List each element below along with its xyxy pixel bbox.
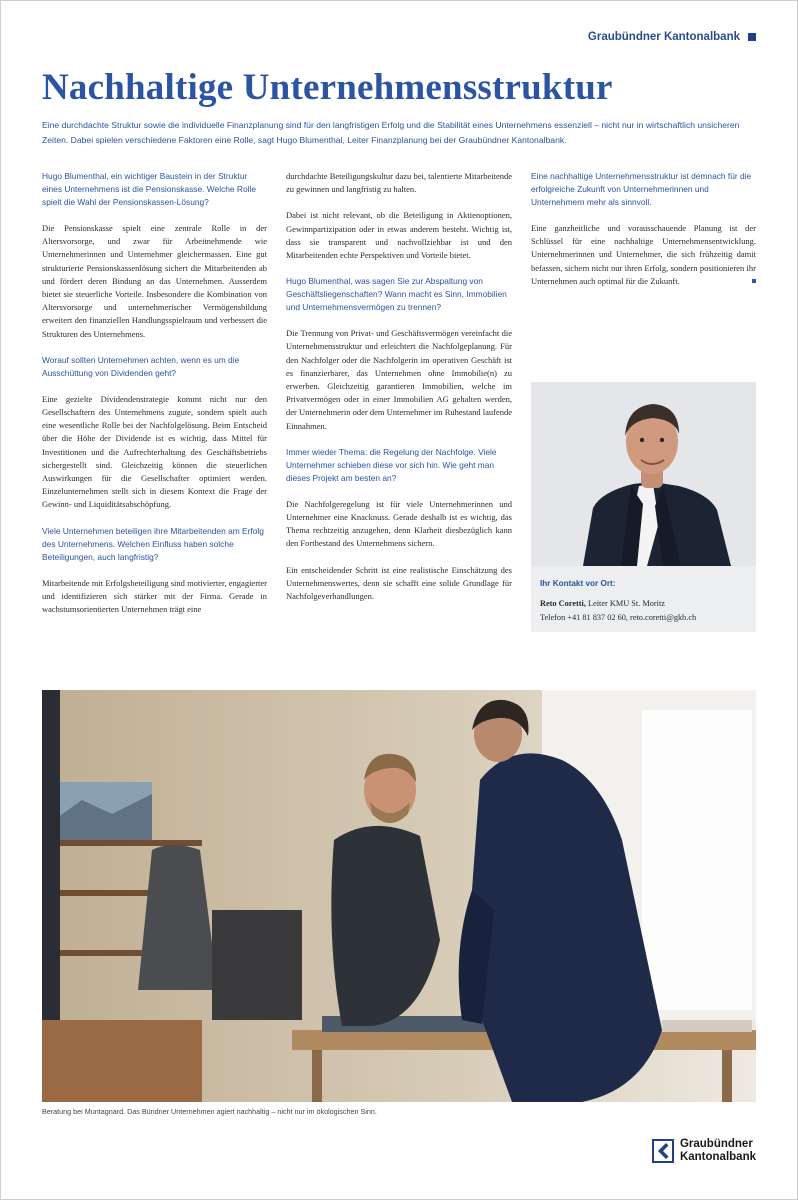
article-title: Nachhaltige Unternehmensstruktur <box>42 67 613 108</box>
contact-portrait-photo <box>531 382 756 566</box>
column-1 <box>42 170 267 629</box>
header-brand <box>588 31 756 43</box>
answer-3-continued: durchdachte Beteiligungskultur dazu bei, talentierte Mitarbeitende zu gewinnen und langfristig zu halten. <box>286 171 512 195</box>
answer-3-paragraph-2: Dabei ist nicht relevant, ob die Beteiligung in Aktienoptionen, Gewinnpartizipation oder in etwas anderem besteht. Wichtig ist, dass sie transparent und nachvollziehbar ist und den Mitarbeitenden echte Perspektiven und Vorteile bietet. <box>286 210 512 261</box>
answer-4: Die Trennung von Privat- und Geschäftsvermögen vereinfacht die Unternehmensstruktur und erleichtert die Nachfolgeplanung. Für den Nachfolger oder die Nachfolgerin im operativen Geschäft ist es finanzierbarer, das Unternehmen ohne Immobilie(n) zu erwerben. Gleichzeitig garantieren Immobilien, welche im Privatvermögen oder in einer Immobilien AG gehalten werden, der Unternehmerin oder dem Unternehmer im Ruhestand laufende Einnahmen. <box>286 328 512 431</box>
contact-title: Ihr Kontakt vor Ort: <box>540 579 616 588</box>
answer-6-text: Eine ganzheitliche und vorausschauende Planung ist der Schlüssel für eine nachhaltige Unternehmensentwicklung. Unternehmerinnen und Unternehmer, die sich frühzeitig damit befassen, sichern nicht nur ihren Erfolg, sondern positionieren ihr Unternehmen auch optimal für die Zukunft. <box>531 223 756 286</box>
answer-5-paragraph-2: Ein entscheidender Schritt ist eine realistische Einschätzung des Unternehmenswertes, denn sie schafft eine solide Grundlage für Nachfolgeverhandlungen. <box>286 564 512 602</box>
brand-square-icon <box>748 33 756 41</box>
header-brand-label: Graubündner Kantonalbank <box>587 31 740 43</box>
contact-phone-email: Telefon +41 81 837 02 60, reto.coretti@gkb.ch <box>540 613 697 622</box>
logo-line-2: Kantonalbank <box>679 1150 756 1163</box>
footer-logo-text <box>680 1138 756 1163</box>
answer-6 <box>531 222 756 288</box>
answer-3: Mitarbeitende mit Erfolgsbeteiligung sind motivierter, engagierter und identifizieren sich stärker mit der Firma. Gerade in wachstumsorientierten Unternehmen trägt eine <box>42 577 267 615</box>
column-2 <box>286 170 512 616</box>
article-lead: Eine durchdachte Struktur sowie die individuelle Finanzplanung sind für den langfristigen Erfolg und die Stabilität eines Unternehmens essenziell – nicht nur in wirtschaftlich unsicheren Zeiten. Dabei spielen verschiedene Faktoren eine Rolle, sagt Hugo Blumenthal, Leiter Finanzplanung bei der Graubündner Kantonalbank. <box>42 120 740 145</box>
question-5: Immer wieder Thema: die Regelung der Nachfolge. Viele Unternehmer schieben diese vor sich hin. Wie geht man dieses Projekt am besten an? <box>286 446 497 483</box>
contact-name: Reto Coretti, <box>540 599 586 608</box>
logo-line-1: Graubündner <box>679 1138 753 1150</box>
consultation-photo <box>42 690 756 1102</box>
contact-role: Leiter KMU St. Moritz <box>585 599 665 608</box>
photo-caption: Beratung bei Muntagnard. Das Bündner Unternehmen agiert nachhaltig – nicht nur im ökologischen Sinn. <box>42 1107 377 1116</box>
gkb-logo-icon <box>652 1139 674 1163</box>
question-2: Worauf sollten Unternehmen achten, wenn es um die Ausschüttung von Dividenden geht? <box>42 354 240 378</box>
contact-box <box>531 566 756 632</box>
portrait-illustration <box>531 382 756 566</box>
article-end-square-icon <box>752 279 756 283</box>
consultation-illustration <box>42 690 756 1102</box>
question-1: Hugo Blumenthal, ein wichtiger Baustein in der Struktur eines Unternehmens ist die Pensionskasse. Welche Rolle spielt die Wahl der Pensionskassen-Lösung? <box>42 171 256 207</box>
column-3 <box>531 170 756 301</box>
answer-5: Die Nachfolgeregelung ist für viele Unternehmerinnen und Unternehmer eine Knacknuss. Gerade deshalb ist es wichtig, das Thema rechtzeitig anzugehen, denn Klarheit diesbezüglich kann den Fortbestand des Unternehmens sichern. <box>286 498 512 549</box>
question-6: Eine nachhaltige Unternehmensstruktur ist demnach für die erfolgreiche Zukunft von Unternehmerinnen und Unternehmern mehr als sinnvoll. <box>531 171 752 207</box>
question-4: Hugo Blumenthal, was sagen Sie zur Abspaltung von Geschäftsliegenschaften? Wann macht es Sinn, Immobilien und Unternehmensvermögen zu trennen? <box>286 276 507 313</box>
footer-logo <box>652 1138 756 1163</box>
answer-2: Eine gezielte Dividendenstrategie kommt nicht nur den Gesellschaftern des Unternehmens zugute, sondern spielt auch eine wesentliche Rolle bei der Nachfolgelösung. Beim Entscheid über die Höhe der Dividende ist es wichtig, dass Mittel für Investitionen und die Aufrechterhaltung des Geschäftsbetriebs sichergestellt sind. Gleichzeitig können die steuerlichen Auswirkungen für die Gesellschafter optimiert werden. Einzelunternehmen stellt sich in diesem Kontext die Frage der Gewinn- und Liquiditätsabschöpfung. <box>42 393 267 510</box>
answer-1: Die Pensionskasse spielt eine zentrale Rolle in der Altersvorsorge, und zwar für Arbeitnehmende wie Unternehmerinnen und Unternehmer gleichermassen. Eine gut strukturierte Pensionskassenlösung sichert die Mitarbeitenden ab und fördert deren Bindung an das Unternehmen. Ausserdem bietet sie steuerliche Vorteile. Insbesondere die Kombination von Altersvorsorge und unternehmerischer Vermögensbildung erweitert den finanziellen Handlungsspielraum und verbessert die Strukturen des Unternehmens. <box>42 223 267 339</box>
question-3: Viele Unternehmen beteiligen ihre Mitarbeitenden am Erfolg des Unternehmens. Welchen Einfluss haben solche Beteiligungen, auch langfristig? <box>42 525 264 562</box>
contact-person <box>540 597 747 611</box>
